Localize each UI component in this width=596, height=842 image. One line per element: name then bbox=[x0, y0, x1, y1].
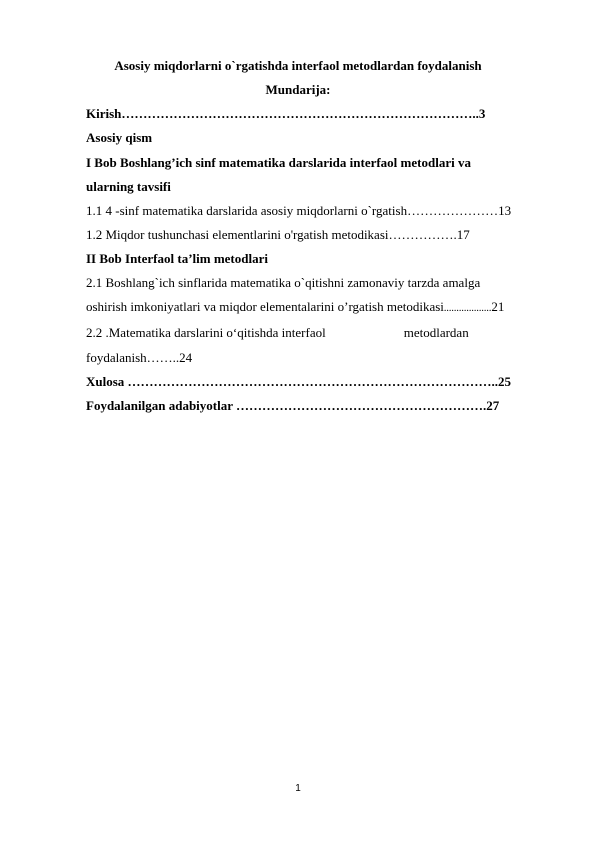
toc-entry-1-2: 1.2 Miqdor tushunchasi elementlarini o'rgatish metodikasi…………….17 bbox=[86, 227, 470, 242]
toc-page-ref: 21 bbox=[491, 299, 505, 314]
toc-entry-bob1-cont: ularning tavsifi bbox=[86, 179, 171, 194]
toc-entry-kirish: Kirish………………………………………………………………………..3 bbox=[86, 106, 486, 121]
document-title: Asosiy miqdorlarni o`rgatishda interfaol metodlardan foydalanish bbox=[114, 58, 482, 73]
toc-entry-2-1: 2.1 Boshlang`ich sinflarida matematika o`qitishni zamonaviy tarzda amalga bbox=[86, 275, 481, 290]
toc-entry-xulosa: Xulosa …………………………………………………………………………..25 bbox=[86, 374, 512, 389]
page-number: 1 bbox=[295, 783, 301, 794]
toc-entry-bob2: II Bob Interfaol ta’lim metodlari bbox=[86, 251, 268, 266]
toc-leader-dots: ................... bbox=[443, 303, 492, 314]
toc-entry-2-2-text-a: 2.2 .Matematika darslarini o‘qitishda interfaol bbox=[86, 325, 326, 340]
toc-entry-2-2 bbox=[86, 325, 469, 341]
toc-heading: Mundarija: bbox=[265, 82, 331, 97]
toc-entry-asosiy-qism: Asosiy qism bbox=[86, 130, 153, 145]
toc-entry-bob1: I Bob Boshlang’ich sinf matematika darslarida interfaol metodlari va bbox=[86, 155, 471, 170]
toc-entry-2-1-text: oshirish imkoniyatlari va miqdor elementalarini o’rgatish metodikasi bbox=[86, 299, 444, 314]
toc-entry-2-1-cont bbox=[86, 299, 504, 317]
toc-entry-2-2-cont: foydalanish……..24 bbox=[86, 350, 193, 365]
toc-entry-2-2-text-b: metodlardan bbox=[403, 325, 469, 340]
toc-entry-adabiyotlar: Foydalanilgan adabiyotlar ………………………………………………….27 bbox=[86, 398, 500, 413]
toc-entry-1-1: 1.1 4 -sinf matematika darslarida asosiy miqdorlarni o`rgatish…………………13 bbox=[86, 203, 512, 218]
